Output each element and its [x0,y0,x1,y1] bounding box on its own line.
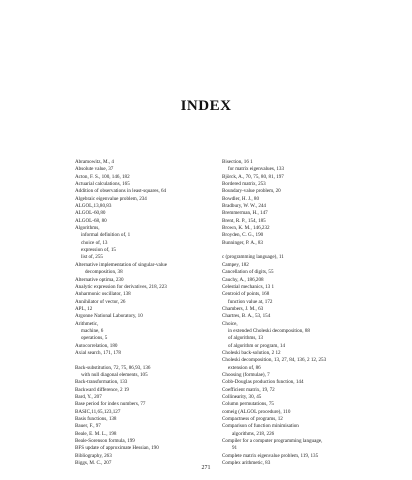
index-entry: Bisection, 16 1 [222,159,253,165]
index-entry: Addition of observations in least-squares, 64 [75,188,167,195]
index-entry: c (programming language), 11 [222,254,284,261]
index-entry: Absolute value, 37 [75,166,114,173]
index-subentry: for matrix eigenvalues, 133 [228,166,285,173]
index-entry: Compiler for a computer programming language, [222,438,323,445]
index-entry-continuation: algorithms, 218, 226 [232,430,275,437]
index-entry: Choleski back-solution, 2 12 [222,349,281,356]
index-subentry: of algorithm or program, 14 [228,342,286,349]
index-entry: Biggs, M. C., 207 [75,460,112,467]
index-entry: Base period for index numbers, 77 [75,401,146,408]
index-entry: Bradbury, W. W., 244 [222,203,266,210]
index-entry: Coefficient matrix, 19, 72 [222,386,275,393]
index-entry: comeig (ALGOL procedure), 110 [222,408,291,415]
index-entry: Collinearity, 30, 45 [222,394,262,400]
index-entry: Bauer, F., 97 [75,423,101,430]
index-subentry: list of, 255 [81,254,103,261]
index-subentry: in extended Choleski decomposition, 88 [228,327,310,334]
index-entry: Annihilator of vector, 26 [75,298,126,305]
index-entry: ALGOL-68, 80 [75,217,107,224]
index-entry: Autocorrelation, 180 [75,342,118,349]
index-entry: Alternative optima, 230 [75,276,124,283]
index-entry: Actuarial calculations, 165 [75,181,130,188]
index-entry: Björck, A., 70, 75, 80, 81, 197 [222,173,284,180]
index-entry: Bordered matrix, 253 [222,181,266,188]
index-entry: Abramowitz, M., 4 [75,159,114,165]
index-subentry: machine, 6 [81,327,104,334]
index-entry: Cancellation of digits, 55 [222,269,274,276]
index-entry: Argonne National Laboratory, 10 [75,313,143,320]
index-entry: Axial search, 171, 178 [75,349,121,356]
index-entry: Celestial mechanics, 13 1 [222,283,275,290]
index-subentry: extension of, 86 [228,364,261,371]
index-entry: Cauchy, A., 186,208 [222,276,264,283]
index-entry: Chartres, B. A., 53, 154 [222,313,271,320]
index-subentry: of algorithms, 13 [228,335,263,342]
index-entry: Arithmetic, [75,320,99,327]
index-entry: Bowdler, H. J., 80 [222,195,260,202]
index-entry-continuation: decomposition, 38 [85,269,123,276]
index-entry: Algorithms, [75,225,100,232]
index-entry: Brent, R. P., 154, 185 [222,217,266,224]
index-entry: Algebraic eigenvalue problem, 234 [75,195,147,202]
index-entry: BASIC,11,65,123,127 [75,408,121,415]
index-entry: Broyden, C. G., 190 [222,232,264,239]
index-entry: Basis functions, 138 [75,416,117,423]
index-entry: Choleski decomposition, 13, 27, 84, 136, 2 12, 253 [222,357,327,364]
index-entry: Backward difference, 2 19 [75,386,129,393]
index-entry: Alternative implementation of singular-value [75,261,167,268]
index-subentry: choice of, 13 [81,239,108,246]
index-column-left [75,159,230,467]
index-entry: BFS update of approximate Hessian, 190 [75,445,159,452]
index-section-gap [75,357,230,364]
index-subentry: operations, 5 [81,335,108,342]
index-heading: INDEX [180,98,232,114]
index-section-gap [222,247,382,254]
index-entry: Boundary-value problem, 20 [222,188,281,195]
index-entry-continuation: 91 [232,445,238,452]
index-subentry: with null diagonal elements, 105 [81,371,148,378]
index-entry: Bibliography, 263 [75,452,112,459]
index-entry: Centroid of points, 168 [222,291,270,298]
index-entry: APL, 12 [75,305,93,312]
index-entry: Cobb-Douglas production function, 144 [222,379,304,386]
index-entry: Complex arithmetic, 83 [222,460,271,467]
index-subentry: function value at, 172 [228,298,273,305]
index-entry: Back-transformation, 133 [75,379,128,386]
index-entry: Bard, Y., 207 [75,394,102,400]
index-column-right [222,159,382,467]
index-subentry: informal definition of, 1 [81,232,131,239]
index-entry: Bunninger, P. A., 83 [222,239,263,246]
index-entry: Choice, [222,320,238,327]
index-entry: ALGOL,13,80,83 [75,203,112,210]
page-number: 271 [201,465,211,471]
index-entry: Anharmonic oscillator, 138 [75,291,131,298]
index-entry: Beale-Sorenson formula, 199 [75,438,135,445]
index-entry: Beale, E. M. L., 198 [75,430,117,437]
index-entry: ALGOL-60,80 [75,210,106,217]
index-entry: Compactness of programs, 12 [222,416,283,423]
index-entry: Comparison of function minimisation [222,423,299,430]
index-entry: Column permutations, 75 [222,401,274,408]
index-entry: Acton, F. S., 100, 146, 182 [75,173,130,180]
index-entry: Complete matrix eigenvalue problem, 119, 135 [222,452,319,459]
index-entry: Campey, 182 [222,261,249,268]
index-entry: Choosing (formulae), 7 [222,371,270,378]
index-entry: Back-substitution, 72, 75, 86,93, 136 [75,364,151,371]
index-entry: Chambers, J. M., 63 [222,305,264,312]
index-entry: Brown, K. M., 146,232 [222,225,270,232]
index-subentry: expression of, 15 [81,247,116,254]
index-entry: Analytic expression for derivatives, 218, 223 [75,283,167,290]
index-entry: Bremmerman, H., 147 [222,210,268,217]
